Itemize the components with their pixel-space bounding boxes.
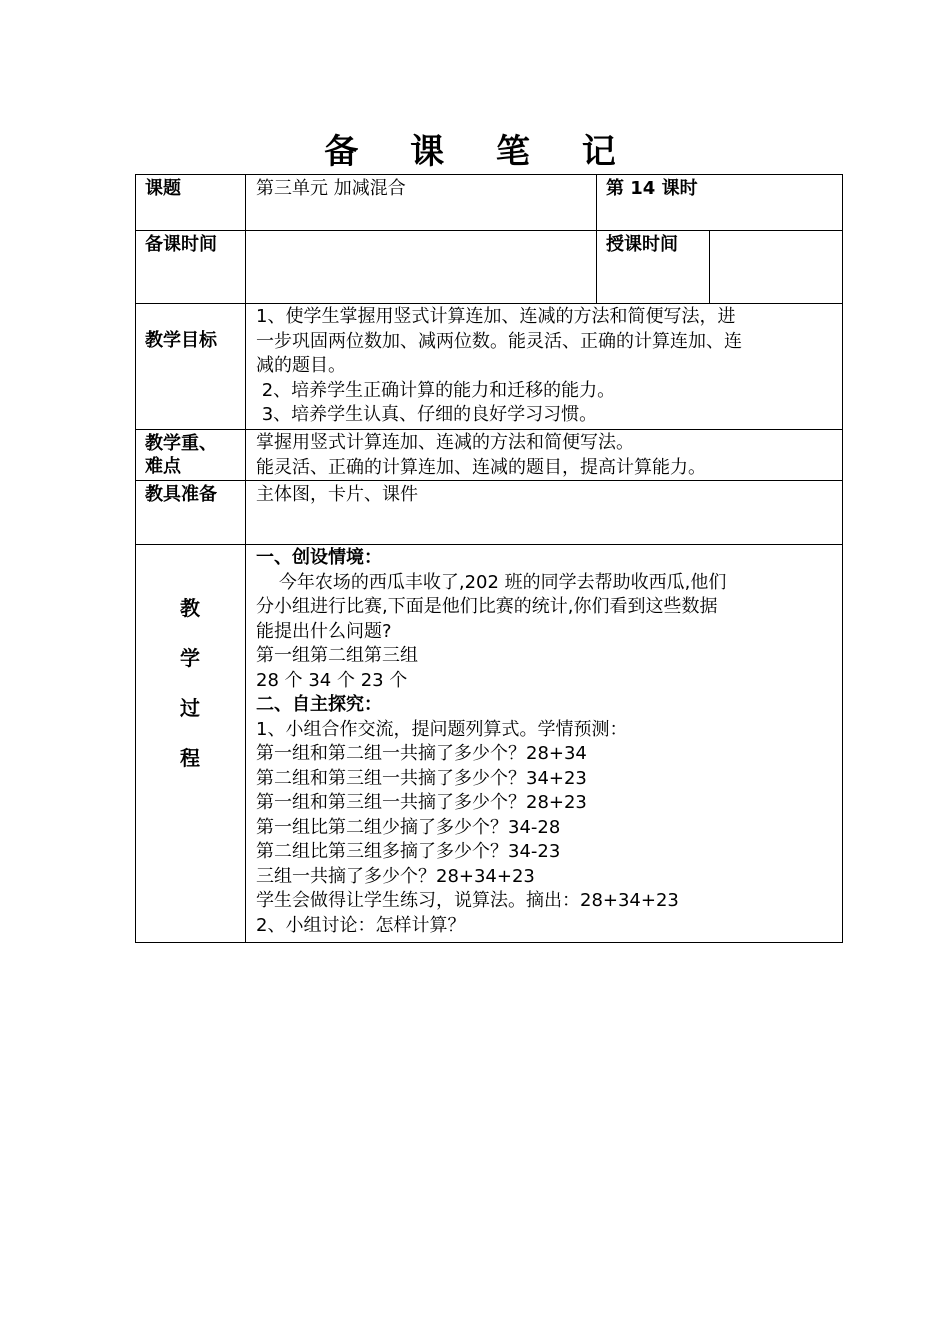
process-line: 第一组和第二组一共摘了多少个？28+34 bbox=[256, 743, 587, 764]
goal-line: 减的题目。 bbox=[256, 355, 346, 376]
key-point-line: 能灵活、正确的计算连加、连减的题目，提高计算能力。 bbox=[256, 456, 706, 478]
materials-value: 主体图，卡片、课件 bbox=[256, 484, 418, 505]
key-points-text bbox=[256, 431, 706, 480]
process-line: 学生会做得让学生练习，说算法。摘出：28+34+23 bbox=[256, 890, 679, 911]
key-points-label-2: 难点 bbox=[145, 456, 181, 477]
lesson-number: 第 14 课时 bbox=[606, 178, 698, 199]
process-line: 第二组比第三组多摘了多少个？34-23 bbox=[256, 841, 561, 862]
goal-line: 2、培养学生正确计算的能力和迁移的能力。 bbox=[256, 379, 616, 401]
process-line: 第一组和第三组一共摘了多少个？28+23 bbox=[256, 792, 587, 813]
goal-line: 1、使学生掌握用竖式计算连加、连减的方法和简便写法，进 bbox=[256, 306, 736, 327]
process-line: 今年农场的西瓜丰收了,202 班的同学去帮助收西瓜,他们 bbox=[256, 571, 727, 593]
process-line: 第一组比第二组少摘了多少个？34-28 bbox=[256, 816, 561, 838]
process-label-char: 学 bbox=[180, 646, 200, 670]
process-label-char: 程 bbox=[180, 746, 200, 770]
section-heading: 一、创设情境： bbox=[256, 547, 382, 568]
key-points-label-1: 教学重、 bbox=[145, 433, 217, 454]
process-text bbox=[256, 546, 726, 938]
goal-line: 3、培养学生认真、仔细的良好学习习惯。 bbox=[256, 404, 598, 425]
process-label-char: 教 bbox=[180, 596, 200, 620]
goal-line: 一步巩固两位数加、减两位数。能灵活、正确的计算连加、连 bbox=[256, 330, 742, 352]
section-heading: 二、自主探究： bbox=[256, 694, 382, 715]
process-label-char: 过 bbox=[180, 696, 200, 720]
teach-time-label: 授课时间 bbox=[606, 234, 678, 255]
page-title: 备 课 笔 记 bbox=[324, 132, 636, 172]
process-line: 1、小组合作交流，提问题列算式。学情预测： bbox=[256, 718, 628, 740]
process-line: 分小组进行比赛,下面是他们比赛的统计,你们看到这些数据 bbox=[256, 596, 718, 617]
process-line: 28 个 34 个 23 个 bbox=[256, 669, 408, 691]
process-line: 第二组和第三组一共摘了多少个？34+23 bbox=[256, 767, 587, 789]
topic-label: 课题 bbox=[145, 178, 181, 199]
goals-label: 教学目标 bbox=[145, 330, 217, 351]
topic-value: 第三单元 加减混合 bbox=[256, 178, 406, 199]
process-line: 能提出什么问题? bbox=[256, 620, 392, 642]
key-point-line: 掌握用竖式计算连加、连减的方法和简便写法。 bbox=[256, 432, 634, 453]
process-line: 三组一共摘了多少个？28+34+23 bbox=[256, 865, 535, 887]
process-line: 第一组第二组第三组 bbox=[256, 645, 418, 666]
process-line: 2、小组讨论：怎样计算？ bbox=[256, 914, 466, 936]
goals-text bbox=[256, 305, 742, 428]
materials-label: 教具准备 bbox=[145, 484, 217, 505]
prep-time-label: 备课时间 bbox=[145, 234, 217, 255]
